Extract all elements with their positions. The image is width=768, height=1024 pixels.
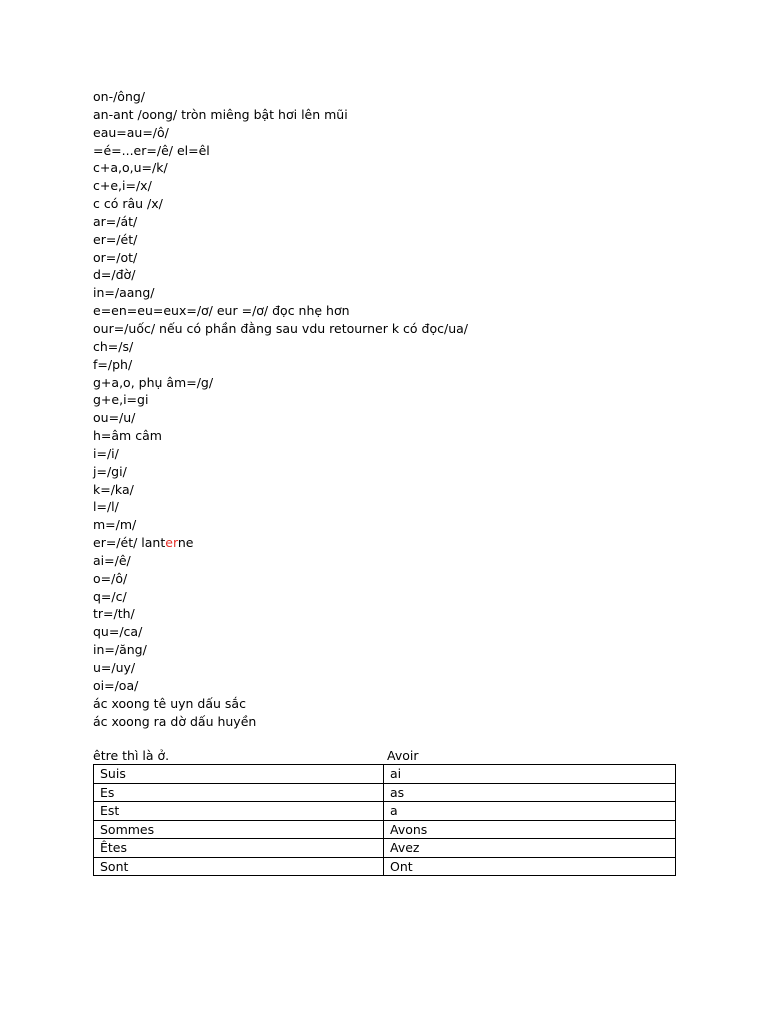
note-line: k=/ka/	[93, 481, 134, 497]
note-line: =é=...er=/ê/ el=êl	[93, 142, 210, 158]
note-line: er=/ét/	[93, 231, 138, 247]
note-line: oi=/oa/	[93, 677, 139, 693]
note-line: e=en=eu=eux=/ơ/ eur =/ơ/ đọc nhẹ hơn	[93, 303, 350, 319]
note-line: m=/m/	[93, 517, 137, 533]
avoir-cell: Ont	[384, 857, 676, 876]
lanterne-prefix: er=/ét/ lant	[93, 535, 166, 551]
lanterne-suffix: ne	[177, 535, 194, 551]
note-line: h=âm câm	[93, 428, 162, 444]
note-line: c+a,o,u=/k/	[93, 160, 168, 176]
note-line: c có râu /x/	[93, 196, 163, 212]
etre-cell: Es	[94, 783, 384, 802]
note-line: q=/c/	[93, 588, 127, 604]
table-row	[94, 820, 676, 839]
avoir-heading: Avoir	[387, 748, 419, 763]
etre-heading: être thì là ở.	[93, 748, 170, 763]
etre-cell: Sont	[94, 857, 384, 876]
note-line: in=/ăng/	[93, 642, 147, 658]
note-line: tr=/th/	[93, 606, 135, 622]
note-line: i=/i/	[93, 445, 119, 461]
etre-cell: Sommes	[94, 820, 384, 839]
note-line: qu=/ca/	[93, 624, 143, 640]
note-line: g+e,i=gi	[93, 392, 149, 408]
avoir-cell: Avez	[384, 839, 676, 858]
note-line: ác xoong ra dờ dấu huyền	[93, 713, 257, 729]
note-line: ch=/s/	[93, 338, 134, 354]
note-line: or=/ot/	[93, 249, 138, 265]
note-line: j=/gi/	[93, 463, 127, 479]
note-line: an-ant /oong/ tròn miêng bật hơi lên mũi	[93, 106, 348, 122]
note-line: d=/đờ/	[93, 267, 136, 283]
etre-cell: Êtes	[94, 839, 384, 858]
lanterne-highlight: er	[165, 535, 178, 551]
avoir-cell: ai	[384, 765, 676, 784]
table-row	[94, 783, 676, 802]
table-row	[94, 839, 676, 858]
conjugation-headings	[93, 747, 675, 765]
note-line: o=/ô/	[93, 570, 128, 586]
note-line: ou=/u/	[93, 410, 136, 426]
note-line: on-/ông/	[93, 89, 146, 104]
note-line: our=/uốc/ nếu có phần đằng sau vdu retourner k có đọc/ua/	[93, 320, 468, 336]
note-line: u=/uy/	[93, 660, 136, 675]
table-row	[94, 765, 676, 784]
etre-cell: Est	[94, 802, 384, 821]
avoir-cell: as	[384, 783, 676, 802]
note-line: ai=/ê/	[93, 552, 131, 568]
note-line: c+e,i=/x/	[93, 178, 152, 194]
note-line: in=/aang/	[93, 285, 155, 301]
table-row	[94, 802, 676, 821]
note-line: f=/ph/	[93, 356, 133, 372]
note-line: ác xoong tê uyn dấu sắc	[93, 695, 246, 711]
pronunciation-notes	[93, 88, 693, 730]
table-row	[94, 857, 676, 876]
etre-cell: Suis	[94, 765, 384, 784]
note-line: l=/l/	[93, 499, 119, 515]
conjugation-table	[93, 764, 676, 876]
note-line: eau=au=/ô/	[93, 124, 169, 140]
note-line-lanterne	[93, 534, 693, 552]
note-line: ar=/át/	[93, 213, 138, 229]
note-line: g+a,o, phụ âm=/g/	[93, 374, 214, 390]
avoir-cell: Avons	[384, 820, 676, 839]
avoir-cell: a	[384, 802, 676, 821]
